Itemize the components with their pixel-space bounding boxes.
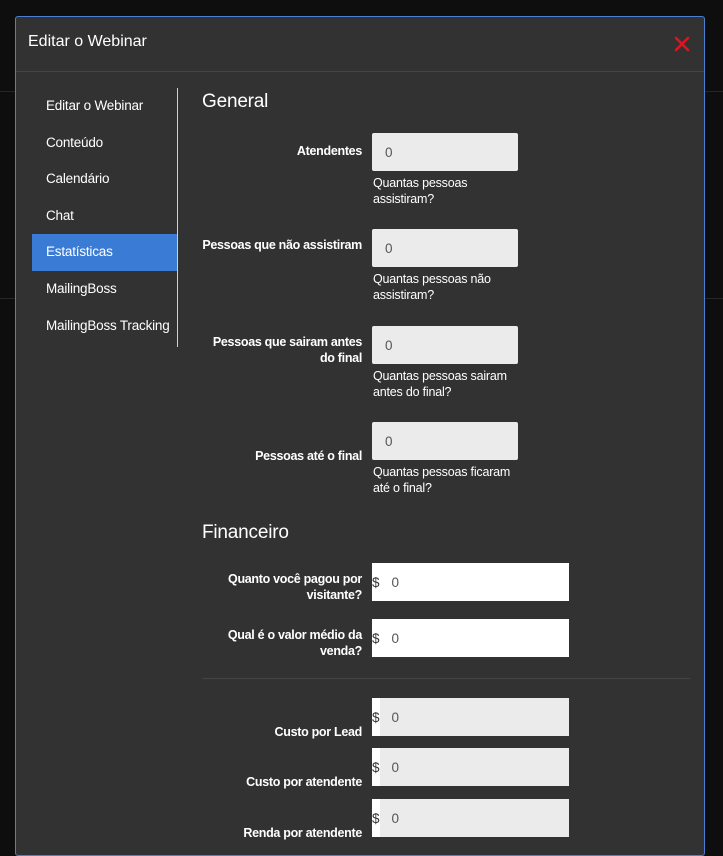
renda-atendente-input [380,799,569,837]
custo-atendente-input [380,748,569,786]
sidebar-item-conteudo[interactable]: Conteúdo [46,134,103,150]
modal-title: Editar o Webinar [28,33,147,50]
custo-lead-field [372,698,518,736]
custo-atendente-field [372,748,518,786]
currency-addon: $ [372,698,380,736]
sidebar-item-estatisticas[interactable]: Estatísticas [32,234,177,271]
section-title-financeiro: Financeiro [202,522,289,543]
field-label-atendentes: Atendentes [296,144,362,158]
field-label-custo-lead: Custo por Lead [274,725,362,739]
field-label-renda-atendente: Renda por atendente [243,826,362,840]
close-button[interactable] [674,36,690,52]
field-label-ate-final: Pessoas até o final [255,449,362,463]
custo-lead-input [380,698,569,736]
field-label-valor-medio: Qual é o valor médio da venda? [227,628,362,658]
pagou-visitante-input[interactable] [380,563,569,601]
modal-header [16,17,704,72]
currency-addon: $ [372,619,380,657]
field-help-ate-final: Quantas pessoas ficaram até o final? [373,465,511,495]
sidebar-item-mailingboss-tracking[interactable]: MailingBoss Tracking [46,317,170,333]
ate-final-input[interactable] [372,422,518,460]
sidebar-item-calendario[interactable]: Calendário [46,171,110,187]
edit-webinar-modal [15,16,705,856]
field-help-sairam-antes: Quantas pessoas sairam antes do final? [373,369,507,399]
valor-medio-field [372,619,518,657]
currency-addon: $ [372,799,380,837]
sidebar-item-editar-webinar[interactable]: Editar o Webinar [46,98,144,113]
field-help-nao-assistiram: Quantas pessoas não assistiram? [373,272,491,302]
pagou-visitante-field [372,563,518,601]
currency-addon: $ [372,748,380,786]
sidebar-item-mailingboss[interactable]: MailingBoss [46,280,117,296]
field-label-nao-assistiram: Pessoas que não assistiram [202,238,362,252]
field-help-atendentes: Quantas pessoas assistiram? [373,176,468,206]
sidebar-nav [32,88,178,347]
section-title-general: General [202,91,269,112]
field-label-sairam-antes: Pessoas que sairam antes do final [212,335,362,365]
nao-assistiram-input[interactable] [372,229,518,267]
valor-medio-input[interactable] [380,619,569,657]
field-label-custo-atendente: Custo por atendente [246,775,362,789]
atendentes-input[interactable] [372,133,518,171]
close-icon [674,36,690,52]
renda-atendente-field [372,799,518,837]
sidebar-item-chat[interactable]: Chat [46,207,74,223]
currency-addon: $ [372,563,380,601]
section-divider [202,678,690,679]
sairam-antes-input[interactable] [372,326,518,364]
field-label-pagou-visitante: Quanto você pagou por visitante? [228,572,362,602]
